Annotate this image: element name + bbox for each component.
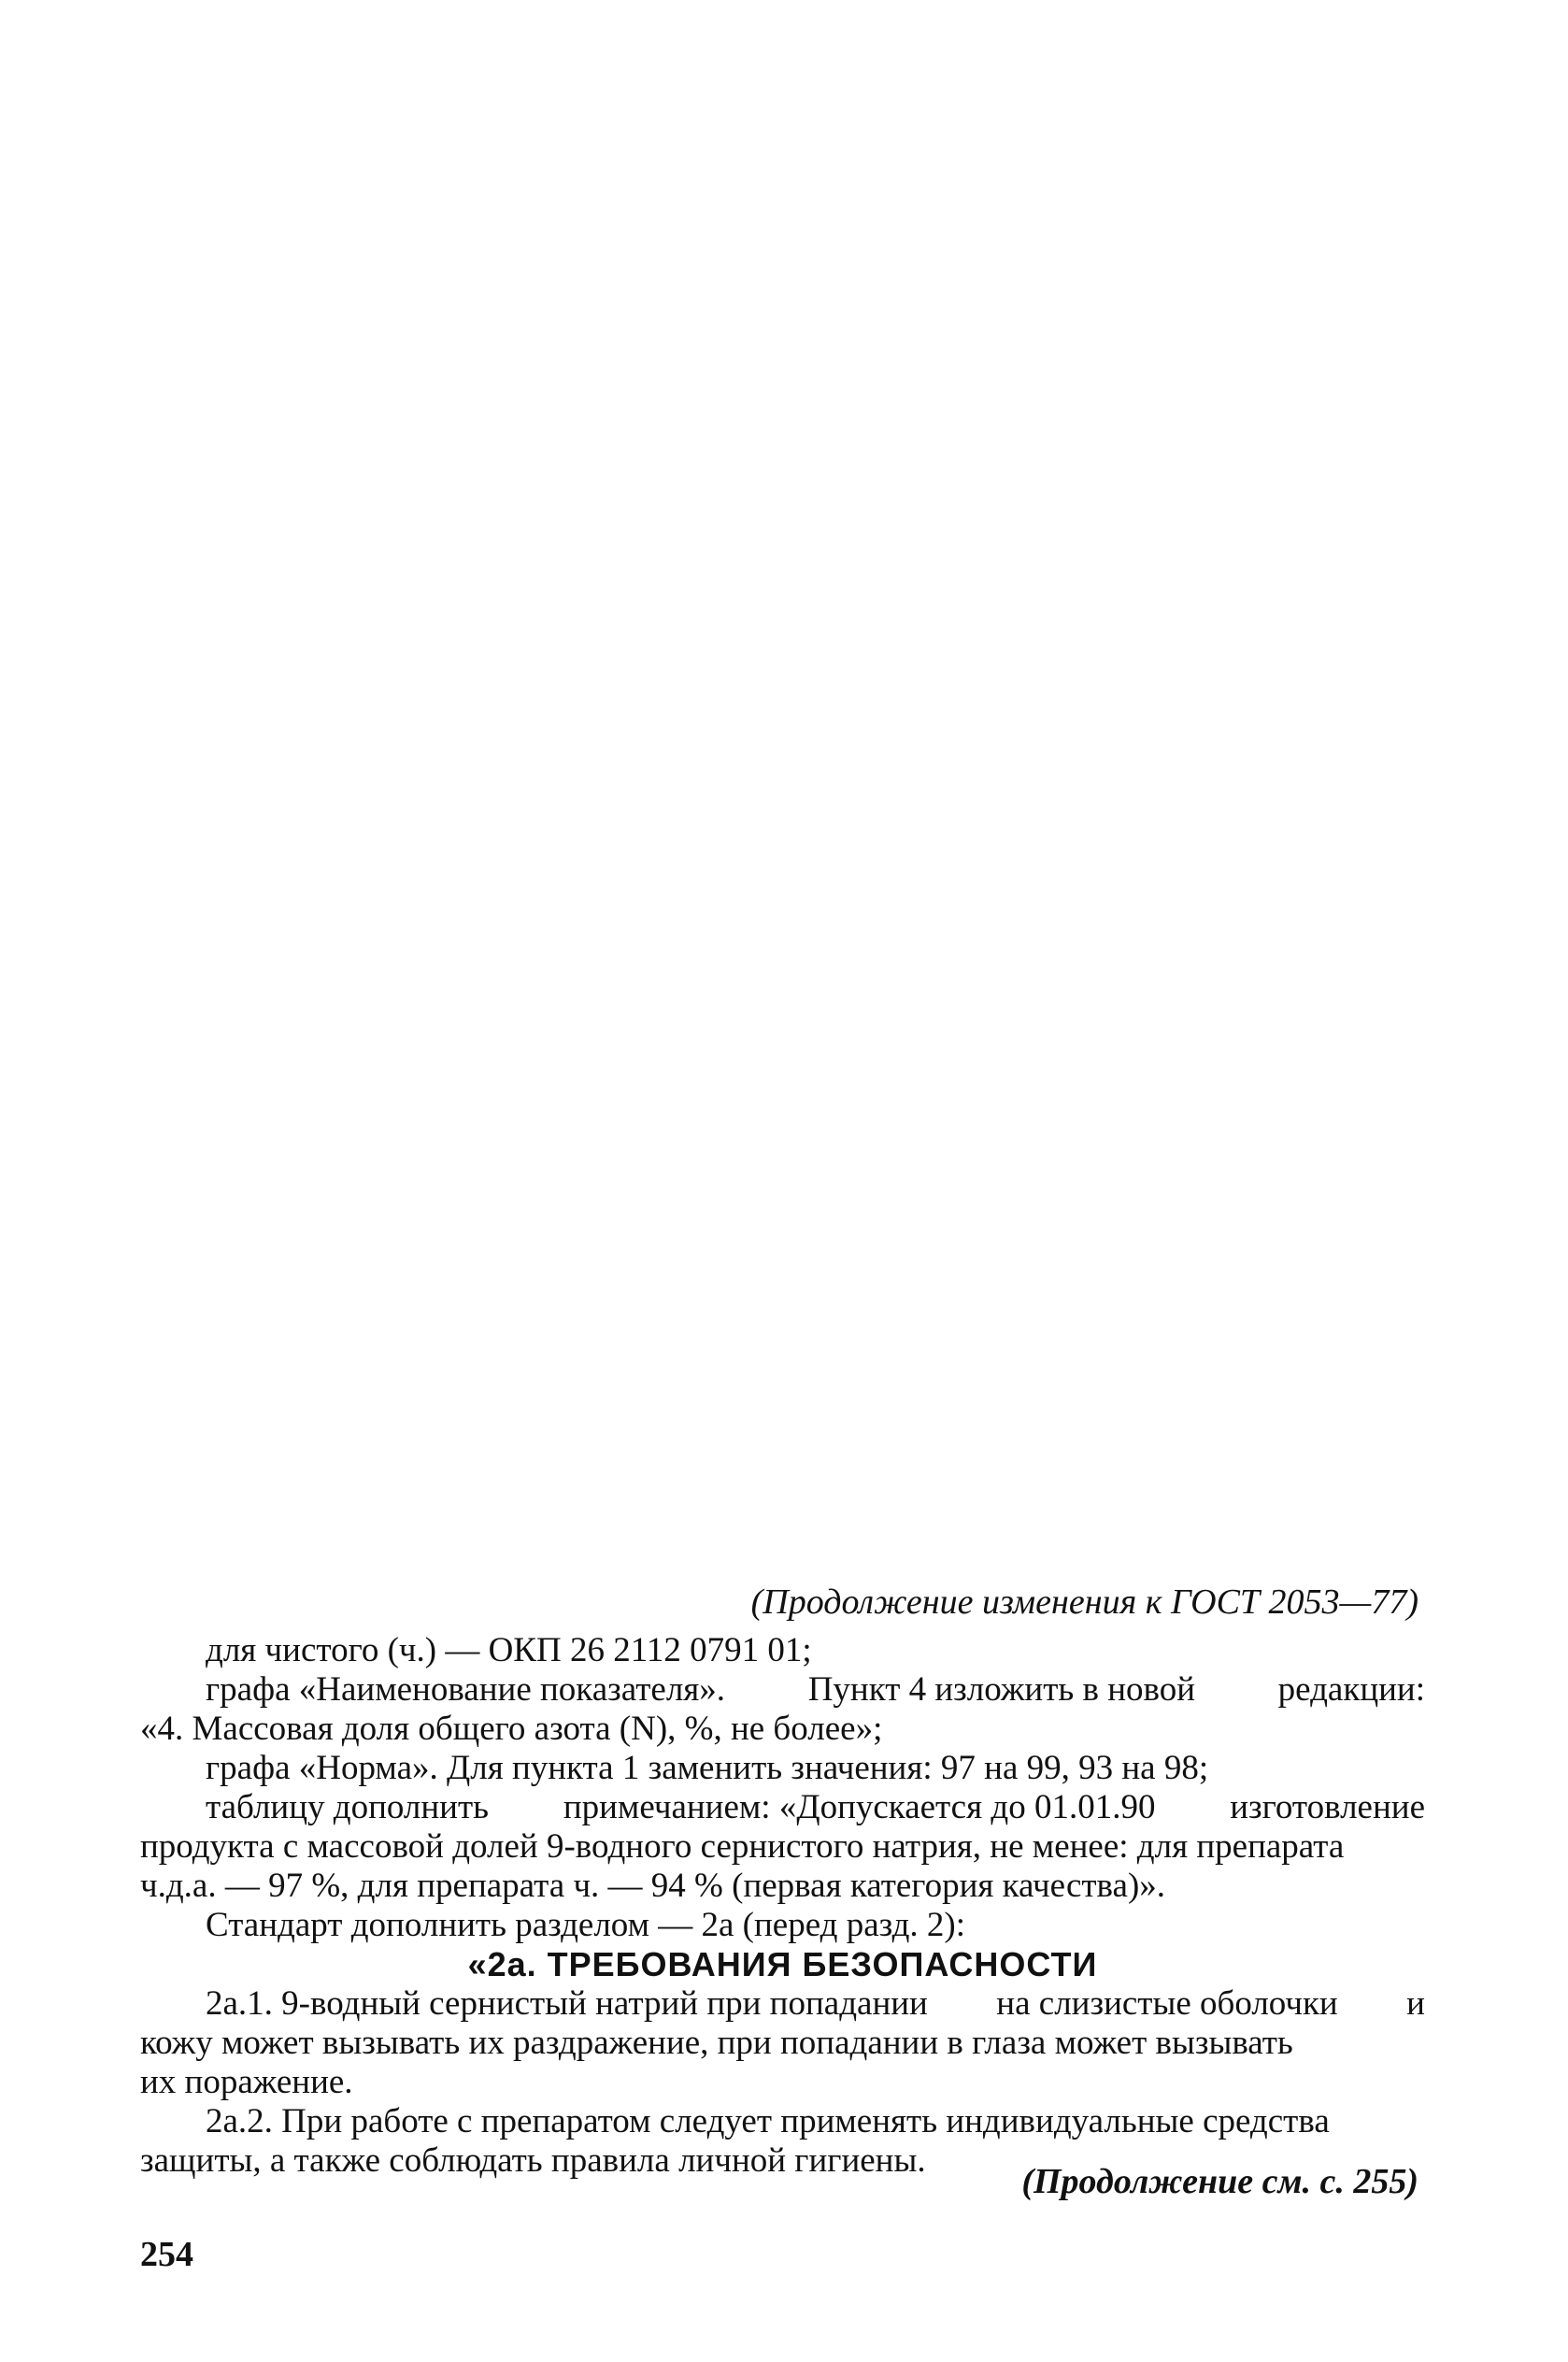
body-line-table-note (140, 1788, 1425, 1827)
continuation-header: (Продолжение изменения к ГОСТ 2053—77) (750, 1582, 1418, 1622)
body-line-product: продукта с массовой долей 9-водного сернистого натрия, не менее: для препарата (140, 1827, 1345, 1866)
body-text-table-note-a: таблицу дополнить (206, 1788, 490, 1826)
body-line-norm: графа «Норма». Для пункта 1 заменить значения: 97 на 99, 93 на 98; (206, 1749, 1209, 1787)
body-text-table-note-b: примечанием: «Допускается до 01.01.90 (563, 1788, 1156, 1826)
safety-p1-line3: их поражение. (140, 2063, 353, 2101)
safety-p2-line1: 2а.2. При работе с препаратом следует применять индивидуальные средства (206, 2102, 1330, 2140)
body-text-column-name: графа «Наименование показателя». (206, 1670, 726, 1709)
body-text-table-note-c: изготовление (1230, 1788, 1425, 1826)
body-line-okp: для чистого (ч.) — ОКП 26 2112 0791 01; (206, 1631, 812, 1669)
safety-p1-line2: кожу может вызывать их раздражение, при попадании в глаза может вызывать (140, 2024, 1293, 2062)
safety-p2-line2: защиты, а также соблюдать правила личной гигиены. (140, 2141, 926, 2180)
amendment-body (140, 1631, 1425, 2181)
body-text-item-4: Пункт 4 изложить в новой (807, 1670, 1196, 1709)
body-line-nitrogen: «4. Массовая доля общего азота (N), %, не более»; (140, 1710, 883, 1748)
body-line-column-name (140, 1670, 1425, 1710)
body-text-edition: редакции: (1277, 1670, 1425, 1709)
page-number: 254 (140, 2235, 193, 2274)
safety-p1-text-c: и (1406, 1984, 1425, 2023)
safety-p1-text-a: 2а.1. 9-водный сернистый натрий при попадании (206, 1984, 928, 2023)
safety-p1-text-b: на слизистые оболочки (996, 1984, 1338, 2023)
safety-p1-line1 (140, 1984, 1425, 2024)
body-line-standard: Стандарт дополнить разделом — 2а (перед разд. 2): (206, 1906, 966, 1944)
section-heading-safety: «2а. ТРЕБОВАНИЯ БЕЗОПАСНОСТИ (467, 1945, 1098, 1983)
continuation-footer: (Продолжение см. с. 255) (1021, 2162, 1418, 2201)
body-line-grades: ч.д.а. — 97 %, для препарата ч. — 94 % (первая категория качества)». (140, 1867, 1166, 1905)
